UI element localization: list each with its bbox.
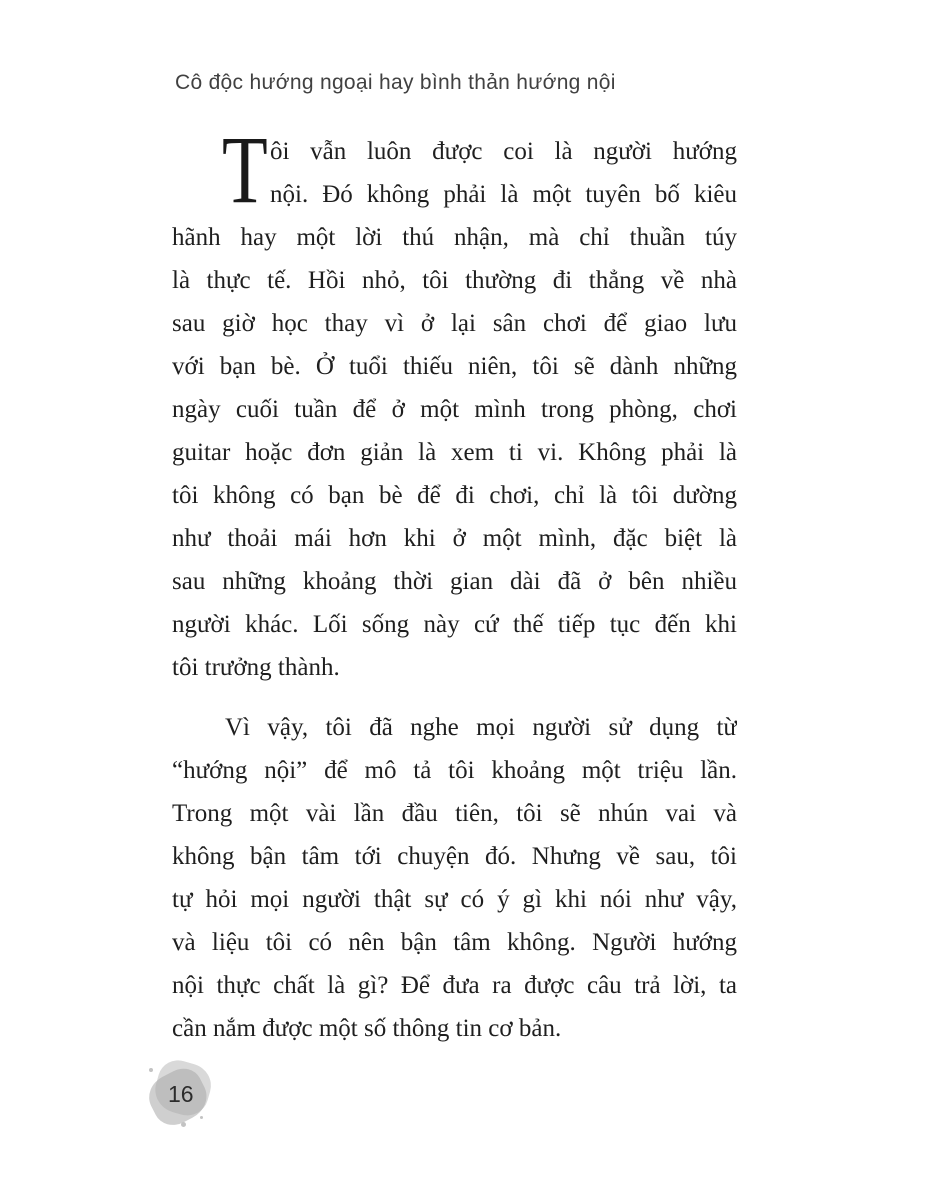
text-line: như thoải mái hơn khi ở một mình, đặc biệt là xyxy=(172,525,737,552)
text-line: hãnh hay một lời thú nhận, mà chỉ thuần túy xyxy=(172,224,737,251)
text-line: Trong một vài lần đầu tiên, tôi sẽ nhún vai và xyxy=(172,800,737,827)
text-line: ôi vẫn luôn được coi là người hướng xyxy=(270,138,737,165)
text-line: sau những khoảng thời gian dài đã ở bên nhiều xyxy=(172,568,737,595)
paragraph-second xyxy=(172,706,737,1050)
ink-dot-icon xyxy=(181,1122,186,1127)
text-line: không bận tâm tới chuyện đó. Nhưng về sau, tôi xyxy=(172,843,737,870)
text-line: guitar hoặc đơn giản là xem ti vi. Không phải là xyxy=(172,439,737,466)
text-line: và liệu tôi có nên bận tâm không. Người hướng xyxy=(172,929,737,956)
text-line: tự hỏi mọi người thật sự có ý gì khi nói như vậy, xyxy=(172,886,737,913)
text-line: nội. Đó không phải là một tuyên bố kiêu xyxy=(270,181,737,208)
page-number: 16 xyxy=(168,1081,194,1107)
text-line: tôi không có bạn bè để đi chơi, chỉ là tôi dường xyxy=(172,482,737,509)
text-line: là thực tế. Hồi nhỏ, tôi thường đi thẳng về nhà xyxy=(172,267,737,294)
page-number-area xyxy=(148,1058,228,1134)
text-line: tôi trưởng thành. xyxy=(172,654,340,681)
body-text xyxy=(172,116,737,1050)
text-line: với bạn bè. Ở tuổi thiếu niên, tôi sẽ dành những xyxy=(172,353,737,380)
text-line: cần nắm được một số thông tin cơ bản. xyxy=(172,1015,562,1042)
drop-cap-letter: T xyxy=(222,116,268,223)
ink-dot-icon xyxy=(200,1116,203,1119)
text-line: ngày cuối tuần để ở một mình trong phòng, chơi xyxy=(172,396,737,423)
text-line: người khác. Lối sống này cứ thế tiếp tục đến khi xyxy=(172,611,737,638)
text-line: sau giờ học thay vì ở lại sân chơi để giao lưu xyxy=(172,310,737,337)
text-line: nội thực chất là gì? Để đưa ra được câu trả lời, ta xyxy=(172,972,737,999)
running-header: Cô độc hướng ngoại hay bình thản hướng nội xyxy=(175,71,616,94)
paragraph-opening xyxy=(172,116,737,689)
ink-dot-icon xyxy=(149,1068,153,1072)
text-line: “hướng nội” để mô tả tôi khoảng một triệu lần. xyxy=(172,757,737,784)
text-line: Vì vậy, tôi đã nghe mọi người sử dụng từ xyxy=(225,714,737,741)
